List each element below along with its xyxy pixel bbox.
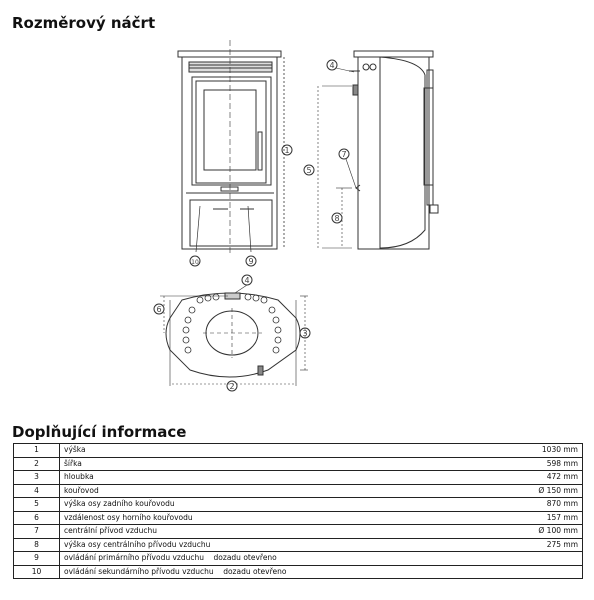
info-table xyxy=(13,443,583,579)
callout-4-side: 4 xyxy=(329,61,335,70)
callout-3: 3 xyxy=(302,329,308,338)
row-label: ovládání primárního přívodu vzduchu dozadu otevřeno xyxy=(60,552,505,566)
row-value: 870 mm xyxy=(504,498,583,512)
callout-7: 7 xyxy=(341,150,347,159)
row-number: 10 xyxy=(14,565,60,579)
table-row xyxy=(14,538,583,552)
top-view-stove xyxy=(154,275,310,391)
table-row xyxy=(14,457,583,471)
row-value: 1030 mm xyxy=(504,444,583,458)
sketch-heading: Rozměrový náčrt xyxy=(12,14,156,32)
callout-5: 5 xyxy=(306,166,312,175)
row-value xyxy=(504,552,583,566)
front-view-stove xyxy=(178,40,292,266)
row-number: 5 xyxy=(14,498,60,512)
row-label: výška osy centrálního přívodu vzduchu xyxy=(60,538,505,552)
row-number: 8 xyxy=(14,538,60,552)
row-label: hloubka xyxy=(60,471,505,485)
row-label: výška xyxy=(60,444,505,458)
row-label: kouřovod xyxy=(60,484,505,498)
callout-8: 8 xyxy=(334,214,340,223)
row-value: Ø 100 mm xyxy=(504,525,583,539)
row-number: 2 xyxy=(14,457,60,471)
table-row xyxy=(14,525,583,539)
table-row xyxy=(14,444,583,458)
row-value: 275 mm xyxy=(504,538,583,552)
row-number: 4 xyxy=(14,484,60,498)
row-label: výška osy zadního kouřovodu xyxy=(60,498,505,512)
row-label: vzdálenost osy horního kouřovodu xyxy=(60,511,505,525)
callout-1: 1 xyxy=(284,146,290,155)
table-row xyxy=(14,498,583,512)
row-number: 7 xyxy=(14,525,60,539)
row-label: šířka xyxy=(60,457,505,471)
side-view-stove xyxy=(304,51,438,249)
table-row xyxy=(14,471,583,485)
row-label: centrální přívod vzduchu xyxy=(60,525,505,539)
callout-2: 2 xyxy=(229,382,235,391)
row-value: Ø 150 mm xyxy=(504,484,583,498)
table-row xyxy=(14,552,583,566)
row-number: 9 xyxy=(14,552,60,566)
callout-4-top: 4 xyxy=(244,276,250,285)
row-value: 472 mm xyxy=(504,471,583,485)
callout-9: 9 xyxy=(248,257,254,266)
row-value: 598 mm xyxy=(504,457,583,471)
row-number: 1 xyxy=(14,444,60,458)
table-row xyxy=(14,565,583,579)
info-heading: Doplňující informace xyxy=(12,423,187,441)
row-value: 157 mm xyxy=(504,511,583,525)
row-value xyxy=(504,565,583,579)
table-row xyxy=(14,484,583,498)
table-row xyxy=(14,511,583,525)
callout-10: 10 xyxy=(191,259,199,266)
row-number: 6 xyxy=(14,511,60,525)
row-number: 3 xyxy=(14,471,60,485)
callout-6: 6 xyxy=(156,305,162,314)
row-label: ovládání sekundárního přívodu vzduchu dozadu otevřeno xyxy=(60,565,505,579)
